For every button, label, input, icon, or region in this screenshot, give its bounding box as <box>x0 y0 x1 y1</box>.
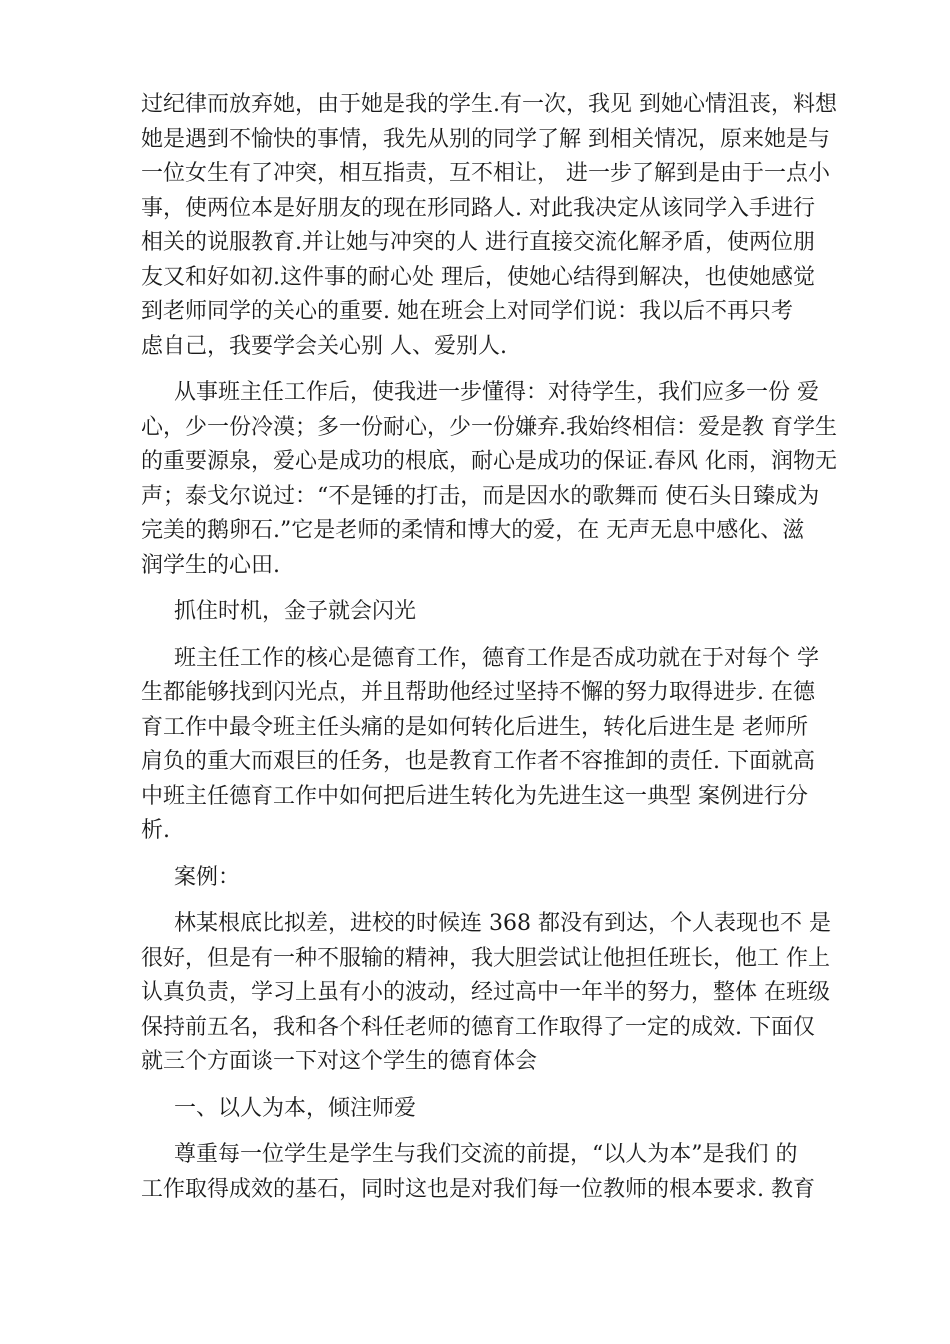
heading-text: 一、以人为本，倾注师爱 <box>174 1095 417 1121</box>
text-line: 保持前五名，我和各个科任老师的德育工作取得了一定的成效. 下面仅 <box>141 1014 815 1040</box>
text-line: 认真负责，学习上虽有小的波动，经过高中一年半的努力，整体 在班级 <box>141 980 830 1005</box>
subsection-heading <box>141 1092 831 1127</box>
text-line: 中班主任德育工作中如何把后进生转化为先进生这一典型 案例进行分 <box>141 783 808 809</box>
paragraph-respect <box>141 1138 831 1207</box>
text-line: 的重要源泉，爱心是成功的根底，耐心是成功的保证.春风 化雨，润物无 <box>141 449 837 474</box>
paragraph-moral-education <box>141 642 831 849</box>
text-line: 虑自己，我要学会关心别 人、爱别人. <box>141 333 507 359</box>
case-heading <box>141 861 831 896</box>
text-line: 尊重每一位学生是学生与我们交流的前提，“以人为本”是我们 的 <box>174 1142 798 1167</box>
text-line: 友又和好如初.这件事的耐心处 理后，使她心结得到解决，也使她感觉 <box>141 264 815 290</box>
document-page <box>141 88 837 1219</box>
text-line: 班主任工作的核心是德育工作，德育工作是否成功就在于对每个 学 <box>174 645 819 671</box>
text-line: 林某根底比拟差，进校的时候连 368 都没有到达，个人表现也不 是 <box>174 911 831 936</box>
text-line: 完美的鹅卵石.”它是老师的柔情和博大的爱，在 无声无息中感化、滋 <box>141 518 805 543</box>
section-heading <box>141 595 831 630</box>
paragraph-love-and-patience <box>141 376 837 583</box>
text-line: 很好，但是有一种不服输的精神，我大胆尝试让他担任班长，他工 作上 <box>141 945 830 971</box>
paragraph-continuation <box>141 88 837 364</box>
text-line: 析. <box>141 818 170 843</box>
text-line: 从事班主任工作后，使我进一步懂得：对待学生，我们应多一份 爱 <box>174 380 819 405</box>
text-line: 她是遇到不愉快的事情，我先从别的同学了解 到相关情况，原来她是与 <box>141 126 830 152</box>
text-line: 一位女生有了冲突，相互指责，互不相让， 进一步了解到是由于一点小 <box>141 161 830 186</box>
text-line: 到老师同学的关心的重要. 她在班会上对同学们说：我以后不再只考 <box>141 299 793 324</box>
paragraph-case-study <box>141 907 831 1080</box>
heading-text: 抓住时机，金子就会闪光 <box>174 599 417 624</box>
text-line: 肩负的重大而艰巨的任务，也是教育工作者不容推卸的责任. 下面就高 <box>141 749 815 774</box>
text-line: 相关的说服教育.并让她与冲突的人 进行直接交流化解矛盾，使两位朋 <box>141 230 815 255</box>
text-line: 润学生的心田. <box>141 552 280 578</box>
text-line: 声；泰戈尔说过：“不是锤的打击，而是因水的歌舞而 使石头日臻成为 <box>141 483 820 509</box>
text-line: 就三个方面谈一下对这个学生的德育体会 <box>141 1049 538 1074</box>
text-line: 生都能够找到闪光点，并且帮助他经过坚持不懈的努力取得进步. 在德 <box>141 680 815 705</box>
text-line: 工作取得成效的基石，同时这也是对我们每一位教师的根本要求. 教育 <box>141 1176 815 1202</box>
text-line: 育工作中最令班主任头痛的是如何转化后进生，转化后进生是 老师所 <box>141 714 808 740</box>
text-line: 过纪律而放弃她，由于她是我的学生.有一次，我见 到她心情沮丧，料想 <box>141 92 837 117</box>
text-line: 心，少一份冷漠；多一份耐心，少一份嫌弃.我始终相信：爱是教 育学生 <box>141 414 837 440</box>
heading-text: 案例： <box>174 864 241 890</box>
text-line: 事，使两位本是好朋友的现在形同路人. 对此我决定从该同学入手进行 <box>141 195 815 221</box>
